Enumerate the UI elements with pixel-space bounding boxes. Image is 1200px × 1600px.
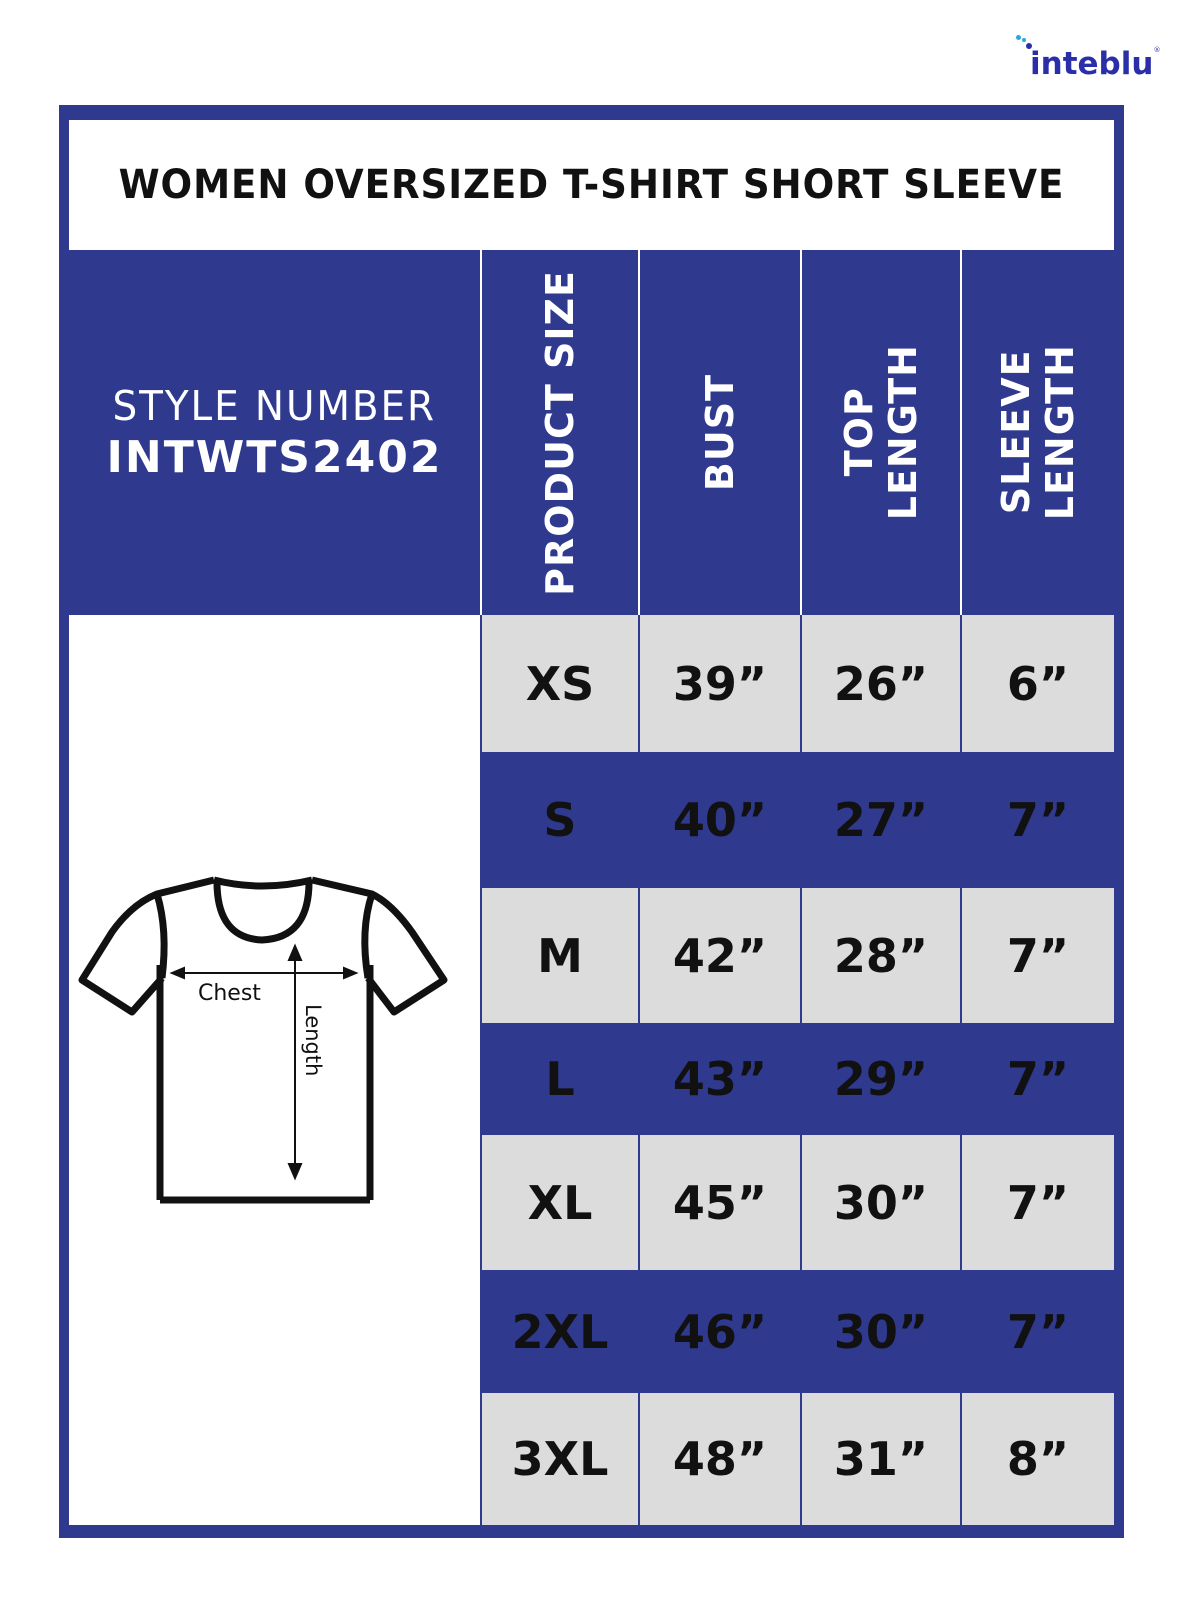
cell-bust: 42” [638, 888, 800, 1023]
column-header-sleeve-length [960, 250, 1114, 615]
cell-bust: 39” [638, 615, 800, 752]
logo-dot-cyan-1 [1016, 35, 1021, 40]
cell-bust: 45” [638, 1135, 800, 1270]
cell-bust: 40” [638, 752, 800, 888]
cell-top-length: 27” [800, 752, 960, 888]
cell-sleeve-length: 7” [960, 752, 1114, 888]
column-header-label: SLEEVE LENGTH [994, 344, 1082, 521]
cell-top-length: 30” [800, 1135, 960, 1270]
cell-sleeve-length: 7” [960, 1270, 1114, 1393]
table-row [480, 888, 1114, 1023]
column-header-bust [638, 250, 800, 615]
table-row [480, 752, 1114, 888]
column-header-top-length [800, 250, 960, 615]
cell-size: L [480, 1023, 638, 1135]
title-box [69, 120, 1114, 250]
cell-sleeve-length: 7” [960, 1023, 1114, 1135]
style-number-value: INTWTS2402 [106, 432, 443, 483]
cell-bust: 48” [638, 1393, 800, 1525]
logo-dot-cyan-2 [1022, 38, 1026, 42]
column-header-product-size [480, 250, 638, 615]
style-number-label: STYLE NUMBER [112, 382, 437, 430]
cell-sleeve-length: 7” [960, 1135, 1114, 1270]
cell-size: 2XL [480, 1270, 638, 1393]
cell-top-length: 28” [800, 888, 960, 1023]
cell-top-length: 26” [800, 615, 960, 752]
cell-size: XL [480, 1135, 638, 1270]
cell-top-length: 29” [800, 1023, 960, 1135]
tshirt-outline-icon [72, 870, 452, 1210]
cell-sleeve-length: 6” [960, 615, 1114, 752]
cell-top-length: 31” [800, 1393, 960, 1525]
cell-sleeve-length: 7” [960, 888, 1114, 1023]
cell-size: M [480, 888, 638, 1023]
table-row [480, 615, 1114, 752]
table-row [480, 1023, 1114, 1135]
size-table [480, 615, 1114, 1525]
column-header-label: PRODUCT SIZE [538, 269, 582, 596]
cell-size: S [480, 752, 638, 888]
brand-name: inteblu® [1030, 46, 1161, 82]
column-header-label: TOP LENGTH [837, 344, 925, 521]
cell-bust: 43” [638, 1023, 800, 1135]
chest-label: Chest [198, 981, 261, 1006]
cell-size: XS [480, 615, 638, 752]
style-number-block [69, 250, 480, 615]
cell-top-length: 30” [800, 1270, 960, 1393]
length-label: Length [301, 1004, 325, 1077]
table-row [480, 1270, 1114, 1393]
table-row [480, 1393, 1114, 1525]
cell-sleeve-length: 8” [960, 1393, 1114, 1525]
column-header-label: BUST [698, 373, 742, 492]
chart-title: WOMEN OVERSIZED T-SHIRT SHORT SLEEVE [118, 162, 1065, 208]
cell-size: 3XL [480, 1393, 638, 1525]
cell-bust: 46” [638, 1270, 800, 1393]
table-row [480, 1135, 1114, 1270]
